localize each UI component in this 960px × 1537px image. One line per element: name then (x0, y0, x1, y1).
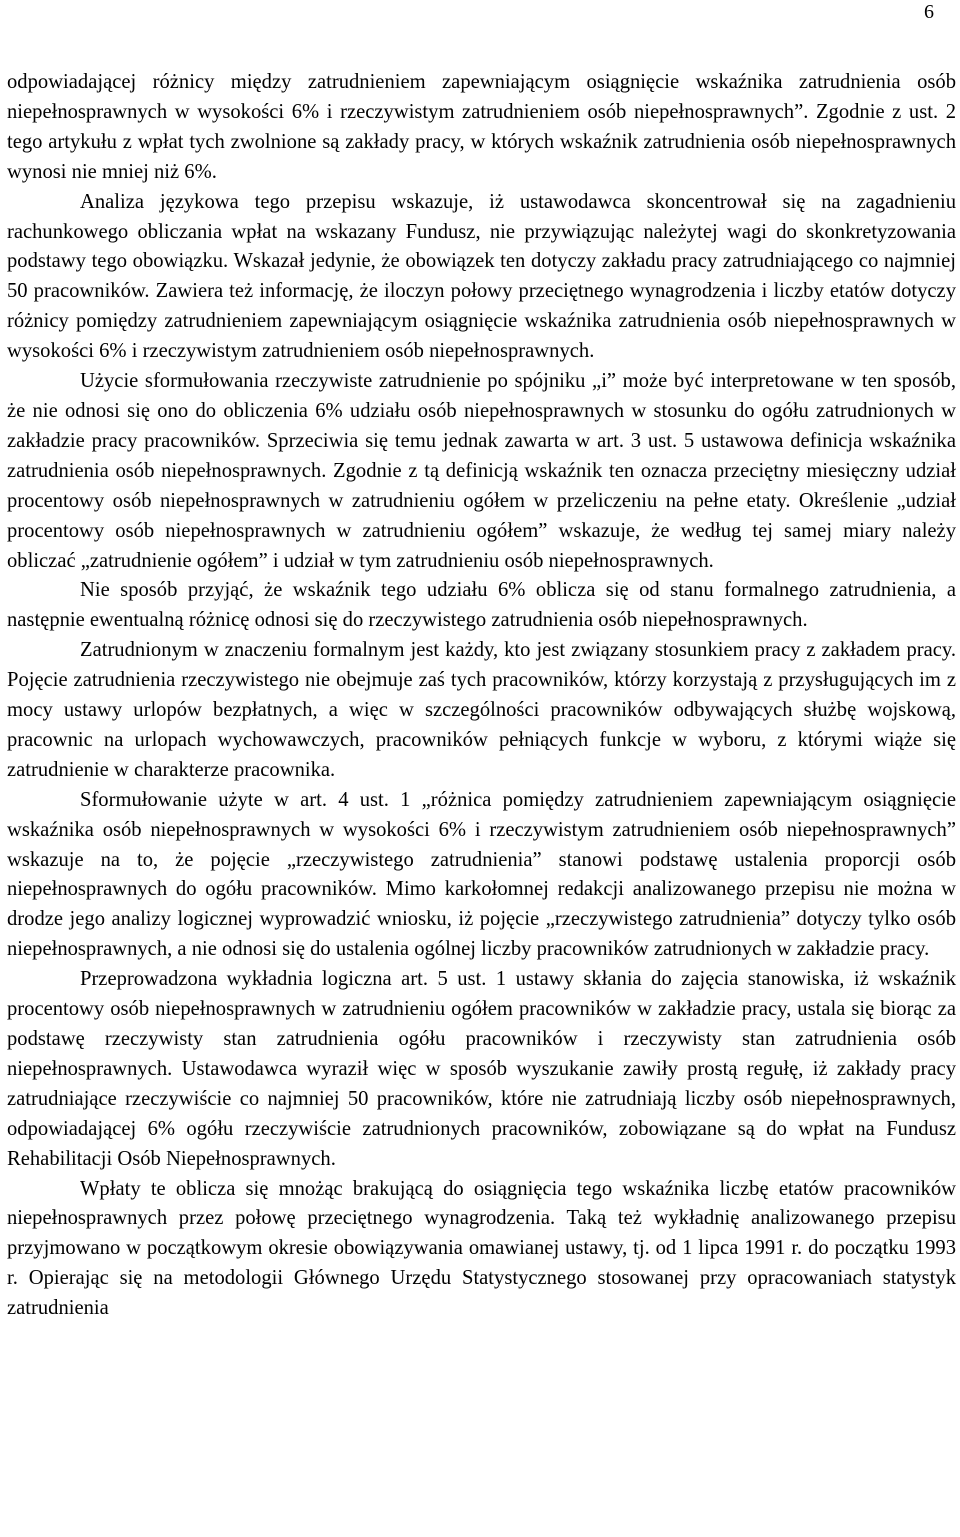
paragraph-language-analysis: Analiza językowa tego przepisu wskazuje, iż ustawodawca skoncentrował się na zagadnieniu rachunkowego obliczania wpłat na wskazany Fundusz, nie przywiązując należytej wagi do skonkretyzowania podstawy tego obowiązku. Wskazał jedynie, że obowiązek ten dotyczy zakładu pracy zatrudniającego co najmniej 50 pracowników. Zawiera też informację, że iloczyn połowy przeciętnego wynagrodzenia i liczby etatów dotyczy różnicy pomiędzy zatrudnieniem zapewniającym osiągnięcie wskaźnika zatrudnienia osób niepełnosprawnych w wysokości 6% i rzeczywistym zatrudnieniem osób niepełnosprawnych. (7, 190, 956, 363)
page-number: 6 (924, 1, 934, 23)
document-body (7, 68, 956, 1324)
paragraph-formal-employment: Nie sposób przyjąć, że wskaźnik tego udziału 6% oblicza się od stanu formalnego zatrudnienia, a następnie ewentualną różnicę odnosi się do rzeczywistego zatrudnienia osób niepełnosprawnych. (7, 579, 956, 632)
paragraph-wording-interpretation: Użycie sformułowania rzeczywiste zatrudnienie po spójniku „i” może być interpretowane w ten sposób, że nie odnosi się ono do obliczenia 6% udziału osób niepełnosprawnych w stosunku do ogółu zatrudnionych w zakładzie pracy pracowników. Sprzeciwia się temu jednak zawarta w art. 3 ust. 5 ustawowa definicja wskaźnika zatrudnienia osób niepełnosprawnych. Zgodnie z tą definicją wskaźnik ten oznacza przeciętny miesięczny udział procentowy osób niepełnosprawnych w zatrudnieniu ogółem w przeliczeniu na pełne etaty. Określenie „udział procentowy osób niepełnosprawnych w zatrudnieniu ogółem” wskazuje, że według tej samej miary należy obliczać „zatrudnienie ogółem” i udział w tym zatrudnieniu osób niepełnosprawnych. (7, 370, 956, 572)
paragraph-employed-definition: Zatrudnionym w znaczeniu formalnym jest każdy, kto jest związany stosunkiem pracy z zakładem pracy. Pojęcie zatrudnienia rzeczywistego nie obejmuje zaś tych pracowników, którzy korzystają z przysługujących im z mocy ustawy urlopów bezpłatnych, a więc w szczególności pracowników odbywających służbę wojskową, pracownic na urlopach wychowawczych, pracowników pełniących funkcje w wyboru, z którymi wiąże się zatrudnienie w charakterze pracownika. (7, 639, 956, 781)
paragraph-art4-wording: Sformułowanie użyte w art. 4 ust. 1 „różnica pomiędzy zatrudnieniem zapewniającym osiągnięcie wskaźnika osób niepełnosprawnych w wysokości 6% i rzeczywistym zatrudnieniem osób niepełnosprawnych” wskazuje na to, że pojęcie „rzeczywistego zatrudnienia” stanowi podstawę ustalenia proporcji osób niepełnosprawnych do ogółu pracowników. Mimo karkołomnej redakcji analizowanego przepisu nie można w drodze jego analizy logicznej wyprowadzić wniosku, iż pojęcie „rzeczywistego zatrudnienia” dotyczy tylko osób niepełnosprawnych, a nie odnosi się do ustalenia ogólnej liczby pracowników zatrudnionych w zakładzie pracy. (7, 788, 956, 961)
paragraph-logical-interpretation: Przeprowadzona wykładnia logiczna art. 5 ust. 1 ustawy skłania do zajęcia stanowiska, iż wskaźnik procentowy osób niepełnosprawnych w zatrudnieniu ogółem pracowników w zakładzie pracy, ustala się biorąc za podstawę rzeczywisty stan zatrudnienia ogółu pracowników i rzeczywisty stan zatrudnienia osób niepełnosprawnych. Ustawodawca wyraził więc w sposób wyszukanie zawiły prostą regułę, iż zakłady pracy zatrudniające rzeczywiście co najmniej 50 pracowników, które nie zatrudniają liczby osób niepełnosprawnych, odpowiadającej 6% ogółu rzeczywiście zatrudnionych pracowników, zobowiązane są do wpłat na Fundusz Rehabilitacji Osób Niepełnosprawnych. (7, 968, 956, 1170)
paragraph-payments-calculation: Wpłaty te oblicza się mnożąc brakującą do osiągnięcia tego wskaźnika liczbę etatów pracowników niepełnosprawnych przez połowę przeciętnego wynagrodzenia. Taką też wykładnię analizowanego przepisu przyjmowano w początkowym okresie obowiązywania omawianej ustawy, tj. od 1 lipca 1991 r. do początku 1993 r. Opierając się na metodologii Głównego Urzędu Statystycznego stosowanej przy opracowaniach statystyk zatrudnienia (7, 1177, 956, 1320)
paragraph-continuation: odpowiadającej różnicy między zatrudnieniem zapewniającym osiągnięcie wskaźnika zatrudnienia osób niepełnosprawnych w wysokości 6% i rzeczywistym zatrudnieniem osób niepełnosprawnych”. Zgodnie z ust. 2 tego artykułu z wpłat tych zwolnione są zakłady pracy, w których wskaźnik zatrudnienia osób niepełnosprawnych wynosi nie mniej niż 6%. (7, 71, 956, 183)
